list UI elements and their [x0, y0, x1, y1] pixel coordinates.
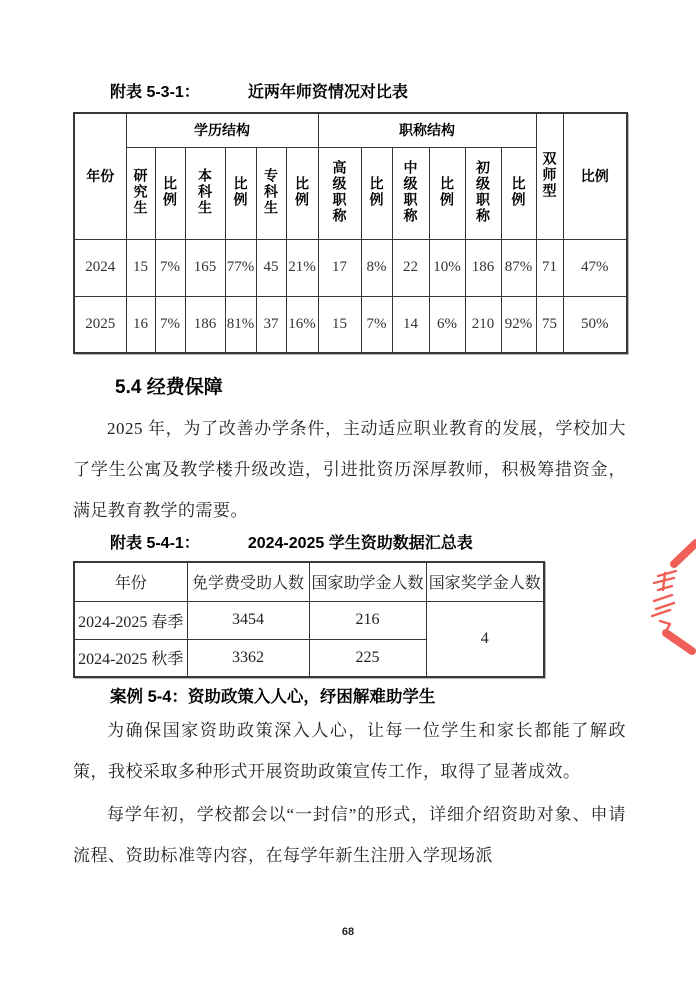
seal-arc-top: [674, 543, 696, 564]
cell-year-2025: 2025: [74, 296, 126, 353]
cell: 81%: [225, 296, 256, 353]
cell: 50%: [563, 296, 627, 353]
student-aid-table: [73, 561, 545, 678]
table2-caption-title: 2024-2025 学生资助数据汇总表: [247, 535, 473, 552]
cell: 17: [318, 239, 361, 296]
header-ratio-3: 比例: [286, 147, 318, 239]
cell: 216: [309, 601, 426, 639]
cell: 7%: [361, 296, 392, 353]
header-year: 年份: [74, 113, 126, 239]
aid-header-tuition-waiver: 免学费受助人数: [187, 562, 309, 601]
table-row: [74, 239, 627, 296]
seal-arc-bottom: [666, 633, 692, 651]
cell: 14: [392, 296, 429, 353]
table2-caption: [110, 533, 626, 555]
cell: 10%: [429, 239, 465, 296]
table2-caption-label: 附表 5-4-1：: [110, 535, 200, 552]
cell: 6%: [429, 296, 465, 353]
header-ratio-6: 比例: [501, 147, 536, 239]
cell: 71: [536, 239, 563, 296]
cell: 15: [126, 239, 155, 296]
cell: 22: [392, 239, 429, 296]
header-associate: 专科生: [256, 147, 286, 239]
page-content: [73, 0, 626, 876]
header-title-structure: 职称结构: [318, 113, 536, 147]
cell: 87%: [501, 239, 536, 296]
header-senior-title: 高级职称: [318, 147, 361, 239]
page-number: 68: [341, 926, 355, 938]
cell: 21%: [286, 239, 318, 296]
table1-caption-label: 附表 5-3-1：: [110, 84, 200, 101]
cell: 15: [318, 296, 361, 353]
cell: 37: [256, 296, 286, 353]
cell: 8%: [361, 239, 392, 296]
table-header-row: [74, 562, 544, 601]
header-bachelor: 本科生: [185, 147, 225, 239]
cell: 47%: [563, 239, 627, 296]
cell: 16%: [286, 296, 318, 353]
cell: 165: [185, 239, 225, 296]
case-paragraph-2: 每学年初，学校都会以“一封信”的形式，详细介绍资助对象、申请流程、资助标准等内容，在每学年新生注册入学现场派: [73, 805, 626, 865]
aid-header-year: 年份: [74, 562, 187, 601]
aid-header-state-grant: 国家助学金人数: [309, 562, 426, 601]
cell: 92%: [501, 296, 536, 353]
section-5-4-paragraph: 2025 年，为了改善办学条件，主动适应职业教育的发展，学校加大了学生公寓及教学楼升级改造，引进批资历深厚教师，积极筹措资金，满足教育教学的需要。: [73, 419, 626, 520]
table-row: [74, 601, 544, 639]
aid-cell-scholarship-merged: 4: [426, 601, 544, 677]
seal-glyph-1: [654, 571, 676, 590]
header-double-qualified: 双师型: [536, 113, 563, 239]
header-ratio-2: 比例: [225, 147, 256, 239]
cell: 45: [256, 239, 286, 296]
table-row: [74, 296, 627, 353]
header-middle-title: 中级职称: [392, 147, 429, 239]
cell: 16: [126, 296, 155, 353]
case-paragraph-1: 为确保国家资助政策深入人心，让每一位学生和家长都能了解政策，我校采取多种形式开展资助政策宣传工作，取得了显著成效。: [73, 721, 626, 781]
cell: 186: [465, 239, 501, 296]
aid-header-state-scholarship: 国家奖学金人数: [426, 562, 544, 601]
case-heading-5-4: 案例 5-4：资助政策入人心，纾困解难助学生: [110, 688, 436, 706]
header-junior-title: 初级职称: [465, 147, 501, 239]
cell: 75: [536, 296, 563, 353]
cell: 186: [185, 296, 225, 353]
header-ratio-1: 比例: [155, 147, 185, 239]
cell: 7%: [155, 239, 185, 296]
aid-cell-term: 2024-2025 秋季: [74, 639, 187, 677]
section-heading-5-4: 5.4 经费保障: [115, 377, 223, 398]
cell: 3362: [187, 639, 309, 677]
cell: 3454: [187, 601, 309, 639]
cell-year-2024: 2024: [74, 239, 126, 296]
table1-caption: [110, 82, 626, 104]
red-seal-stamp: [638, 520, 696, 660]
header-ratio-5: 比例: [429, 147, 465, 239]
header-ratio-4: 比例: [361, 147, 392, 239]
staff-comparison-table: [73, 112, 628, 354]
cell: 225: [309, 639, 426, 677]
cell: 77%: [225, 239, 256, 296]
header-education-structure: 学历结构: [126, 113, 318, 147]
seal-glyph-2: [652, 595, 674, 616]
header-postgraduate: 研究生: [126, 147, 155, 239]
table1-caption-title: 近两年师资情况对比表: [247, 84, 408, 101]
cell: 7%: [155, 296, 185, 353]
header-ratio-last: 比例: [563, 113, 627, 239]
cell: 210: [465, 296, 501, 353]
aid-cell-term: 2024-2025 春季: [74, 601, 187, 639]
